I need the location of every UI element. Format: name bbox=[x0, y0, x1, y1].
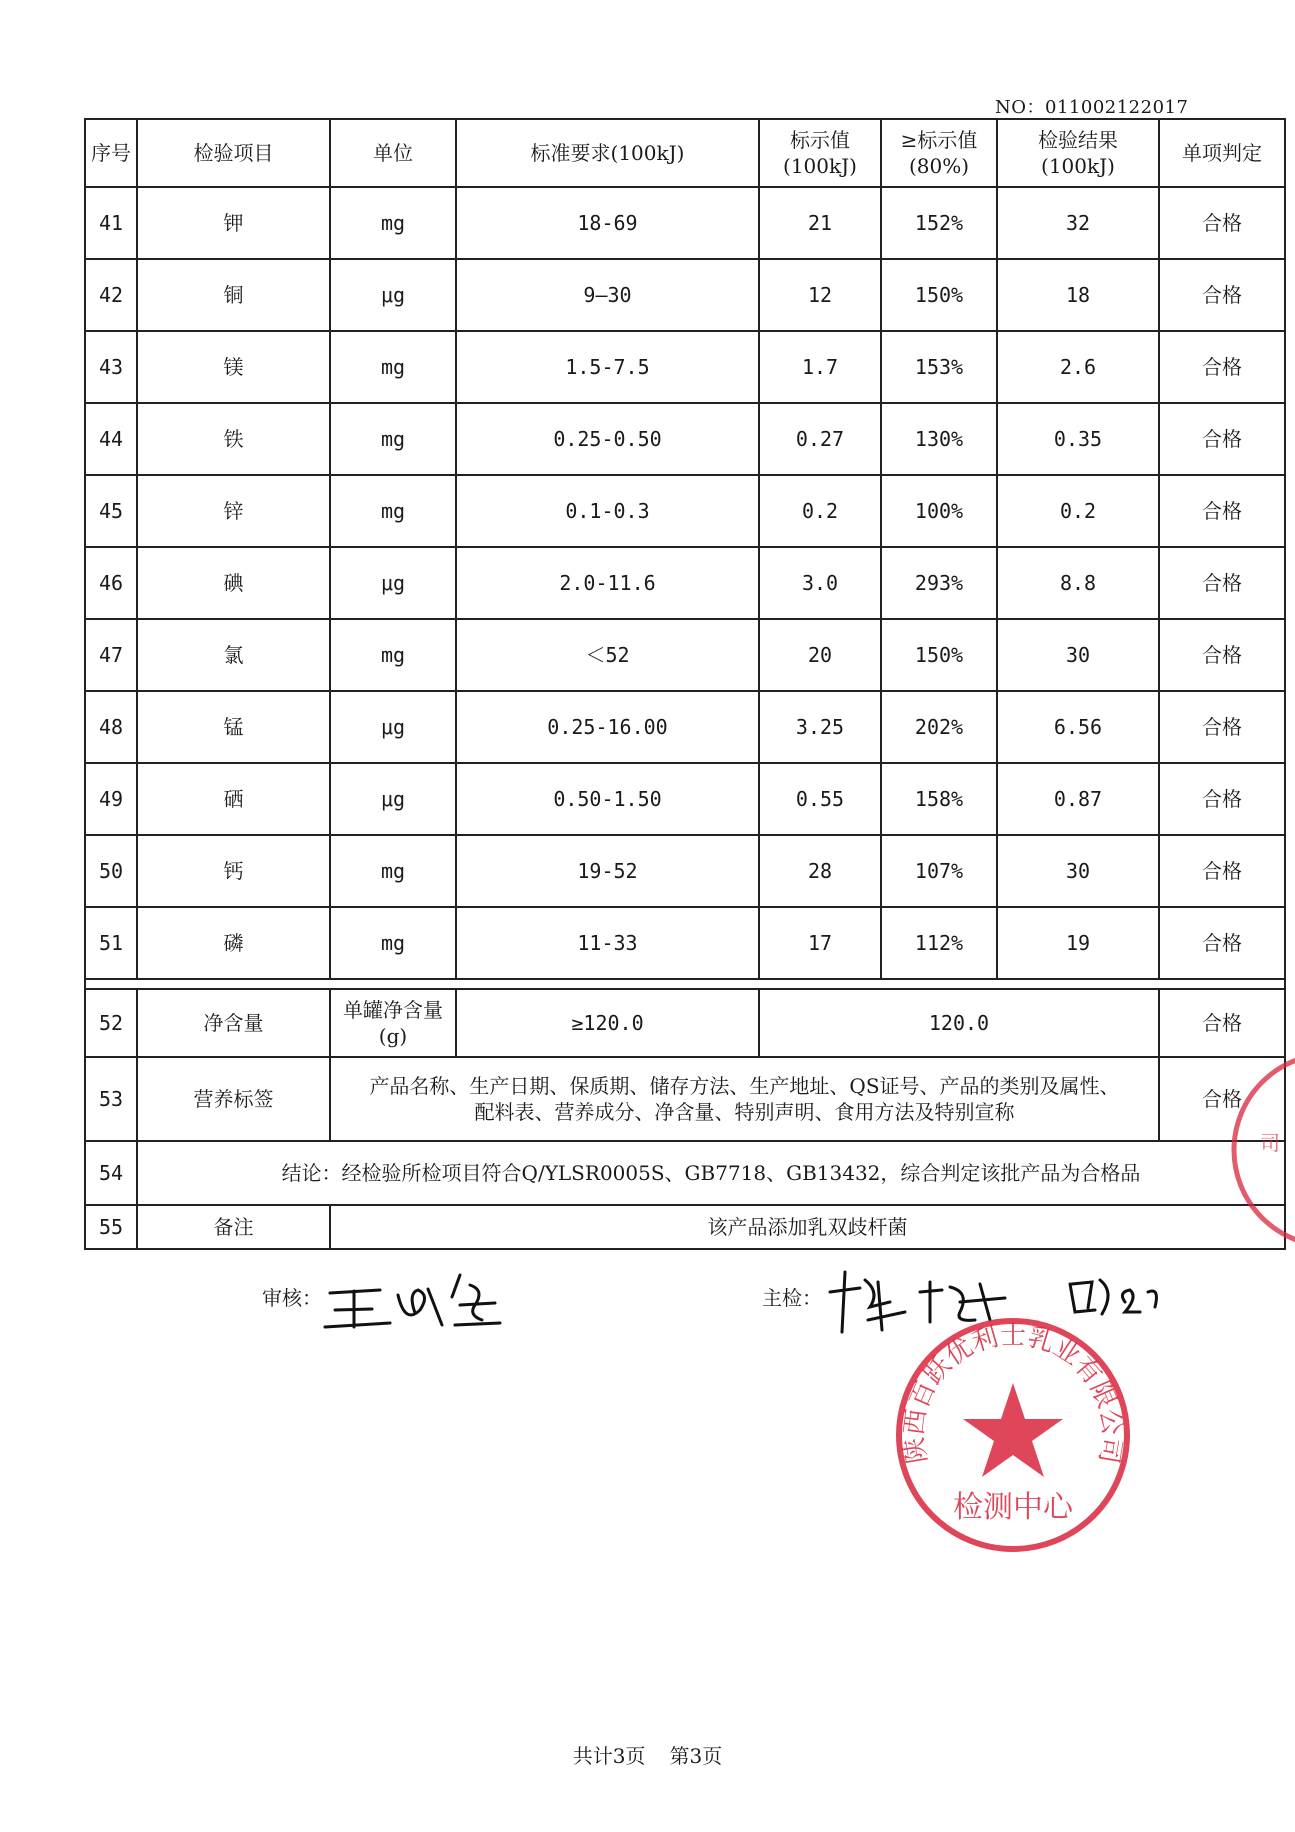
cell-verdict: 合格 bbox=[1159, 691, 1285, 763]
cell-seq: 55 bbox=[85, 1205, 137, 1249]
cell-item: 磷 bbox=[137, 907, 330, 979]
cell-labeled: 1.7 bbox=[759, 331, 881, 403]
header-labeled-line1: 标示值 bbox=[790, 128, 850, 152]
cell-standard: 0.25-0.50 bbox=[456, 403, 759, 475]
cell-standard: 0.50-1.50 bbox=[456, 763, 759, 835]
header-ge-labeled bbox=[881, 119, 997, 187]
cell-standard: 19-52 bbox=[456, 835, 759, 907]
cell-seq: 44 bbox=[85, 403, 137, 475]
table-row bbox=[85, 907, 1285, 979]
cell-unit bbox=[330, 989, 456, 1057]
cell-standard: 9—30 bbox=[456, 259, 759, 331]
header-ge-labeled-line2: (80%) bbox=[908, 154, 970, 178]
label-requirements-line1: 产品名称、生产日期、保质期、储存方法、生产地址、QS证号、产品的类别及属性、 bbox=[369, 1074, 1120, 1098]
cell-item: 净含量 bbox=[137, 989, 330, 1057]
cell-unit: μg bbox=[330, 547, 456, 619]
footer-total-pages: 共计3页 bbox=[572, 1744, 646, 1768]
cell-labeled: 0.27 bbox=[759, 403, 881, 475]
cell-result: 0.87 bbox=[997, 763, 1159, 835]
cell-conclusion: 结论：经检验所检项目符合Q/YLSR0005S、GB7718、GB13432，综合判定该批产品为合格品 bbox=[137, 1141, 1285, 1205]
table-row bbox=[85, 619, 1285, 691]
cell-labeled: 3.0 bbox=[759, 547, 881, 619]
table-row bbox=[85, 547, 1285, 619]
cell-remarks: 该产品添加乳双歧杆菌 bbox=[330, 1205, 1285, 1249]
cell-item: 铁 bbox=[137, 403, 330, 475]
cell-item: 钾 bbox=[137, 187, 330, 259]
cell-unit: mg bbox=[330, 187, 456, 259]
cell-labeled: 20 bbox=[759, 619, 881, 691]
cell-standard: ≥120.0 bbox=[456, 989, 759, 1057]
table-row-conclusion bbox=[85, 1141, 1285, 1205]
table-row-net-content bbox=[85, 989, 1285, 1057]
table-row bbox=[85, 187, 1285, 259]
table-gap-cell bbox=[85, 979, 1285, 989]
cell-pct: 130% bbox=[881, 403, 997, 475]
inspection-table bbox=[84, 118, 1286, 1250]
cell-seq: 54 bbox=[85, 1141, 137, 1205]
header-result-line2: (100kJ) bbox=[1041, 154, 1115, 178]
cell-verdict: 合格 bbox=[1159, 475, 1285, 547]
report-number bbox=[995, 93, 1188, 119]
cell-label-requirements bbox=[330, 1057, 1159, 1141]
reviewer-label: 审核： bbox=[262, 1286, 322, 1310]
table-row-remarks bbox=[85, 1205, 1285, 1249]
header-unit: 单位 bbox=[330, 119, 456, 187]
cell-result: 18 bbox=[997, 259, 1159, 331]
inspector-label: 主检： bbox=[762, 1286, 822, 1310]
table-row bbox=[85, 475, 1285, 547]
svg-text:司: 司 bbox=[1260, 1131, 1280, 1155]
table-row-nutrition-label bbox=[85, 1057, 1285, 1141]
cell-verdict: 合格 bbox=[1159, 763, 1285, 835]
table-gap-row bbox=[85, 979, 1285, 989]
table-row bbox=[85, 259, 1285, 331]
cell-item: 钙 bbox=[137, 835, 330, 907]
cell-verdict: 合格 bbox=[1159, 259, 1285, 331]
cell-seq: 42 bbox=[85, 259, 137, 331]
partial-stamp-right bbox=[1200, 1050, 1295, 1250]
cell-unit: mg bbox=[330, 619, 456, 691]
cell-verdict: 合格 bbox=[1159, 989, 1285, 1057]
header-item: 检验项目 bbox=[137, 119, 330, 187]
cell-labeled: 28 bbox=[759, 835, 881, 907]
cell-pct: 202% bbox=[881, 691, 997, 763]
cell-standard: 0.25-16.00 bbox=[456, 691, 759, 763]
cell-seq: 45 bbox=[85, 475, 137, 547]
cell-seq: 52 bbox=[85, 989, 137, 1057]
report-number-value: 011002122017 bbox=[1045, 97, 1189, 118]
cell-verdict: 合格 bbox=[1159, 907, 1285, 979]
cell-standard: 18-69 bbox=[456, 187, 759, 259]
cell-seq: 49 bbox=[85, 763, 137, 835]
cell-standard: 2.0-11.6 bbox=[456, 547, 759, 619]
header-labeled-line2: (100kJ) bbox=[783, 154, 857, 178]
cell-unit: mg bbox=[330, 835, 456, 907]
cell-item: 氯 bbox=[137, 619, 330, 691]
cell-item: 备注 bbox=[137, 1205, 330, 1249]
footer-current-page: 第3页 bbox=[669, 1744, 723, 1768]
cell-labeled: 12 bbox=[759, 259, 881, 331]
cell-item: 硒 bbox=[137, 763, 330, 835]
cell-pct: 158% bbox=[881, 763, 997, 835]
cell-unit: mg bbox=[330, 403, 456, 475]
cell-result: 32 bbox=[997, 187, 1159, 259]
cell-pct: 107% bbox=[881, 835, 997, 907]
cell-result: 19 bbox=[997, 907, 1159, 979]
header-standard: 标准要求(100kJ) bbox=[456, 119, 759, 187]
cell-item: 镁 bbox=[137, 331, 330, 403]
cell-verdict: 合格 bbox=[1159, 187, 1285, 259]
cell-result: 30 bbox=[997, 619, 1159, 691]
company-stamp bbox=[893, 1315, 1133, 1555]
header-verdict: 单项判定 bbox=[1159, 119, 1285, 187]
cell-standard: 11-33 bbox=[456, 907, 759, 979]
cell-verdict: 合格 bbox=[1159, 547, 1285, 619]
report-number-label: NO： bbox=[995, 97, 1046, 118]
cell-item: 营养标签 bbox=[137, 1057, 330, 1141]
header-seq: 序号 bbox=[85, 119, 137, 187]
cell-result: 0.2 bbox=[997, 475, 1159, 547]
reviewer-signature bbox=[310, 1265, 510, 1340]
cell-verdict: 合格 bbox=[1159, 403, 1285, 475]
cell-result: 30 bbox=[997, 835, 1159, 907]
header-result-line1: 检验结果 bbox=[1038, 128, 1118, 152]
table-row bbox=[85, 691, 1285, 763]
header-result bbox=[997, 119, 1159, 187]
cell-seq: 48 bbox=[85, 691, 137, 763]
cell-unit: mg bbox=[330, 475, 456, 547]
cell-pct: 152% bbox=[881, 187, 997, 259]
stamp-top-text: 陕西百跃优利士乳业有限公司 bbox=[899, 1321, 1127, 1466]
header-ge-labeled-line1: ≥标示值 bbox=[900, 128, 978, 152]
cell-result: 8.8 bbox=[997, 547, 1159, 619]
cell-standard: 1.5-7.5 bbox=[456, 331, 759, 403]
cell-item: 锰 bbox=[137, 691, 330, 763]
cell-unit: μg bbox=[330, 763, 456, 835]
cell-pct: 153% bbox=[881, 331, 997, 403]
cell-standard: ＜52 bbox=[456, 619, 759, 691]
cell-result: 6.56 bbox=[997, 691, 1159, 763]
cell-seq: 47 bbox=[85, 619, 137, 691]
cell-result: 0.35 bbox=[997, 403, 1159, 475]
cell-unit: mg bbox=[330, 907, 456, 979]
table-row bbox=[85, 835, 1285, 907]
cell-standard: 0.1-0.3 bbox=[456, 475, 759, 547]
cell-item: 铜 bbox=[137, 259, 330, 331]
cell-unit: μg bbox=[330, 259, 456, 331]
cell-verdict: 合格 bbox=[1159, 1057, 1285, 1141]
table-row bbox=[85, 763, 1285, 835]
cell-result: 2.6 bbox=[997, 331, 1159, 403]
cell-unit-line2: (g) bbox=[378, 1024, 408, 1048]
cell-pct: 112% bbox=[881, 907, 997, 979]
cell-verdict: 合格 bbox=[1159, 835, 1285, 907]
table-header-row bbox=[85, 119, 1285, 187]
cell-result: 120.0 bbox=[759, 989, 1159, 1057]
cell-item: 锌 bbox=[137, 475, 330, 547]
cell-seq: 46 bbox=[85, 547, 137, 619]
stamp-bottom-text: 检测中心 bbox=[953, 1490, 1073, 1525]
cell-seq: 50 bbox=[85, 835, 137, 907]
cell-seq: 51 bbox=[85, 907, 137, 979]
cell-labeled: 17 bbox=[759, 907, 881, 979]
table-row bbox=[85, 331, 1285, 403]
header-labeled bbox=[759, 119, 881, 187]
cell-pct: 150% bbox=[881, 259, 997, 331]
cell-seq: 43 bbox=[85, 331, 137, 403]
cell-unit: μg bbox=[330, 691, 456, 763]
cell-pct: 100% bbox=[881, 475, 997, 547]
cell-unit: mg bbox=[330, 331, 456, 403]
cell-pct: 293% bbox=[881, 547, 997, 619]
cell-labeled: 21 bbox=[759, 187, 881, 259]
cell-labeled: 3.25 bbox=[759, 691, 881, 763]
cell-verdict: 合格 bbox=[1159, 619, 1285, 691]
cell-seq: 53 bbox=[85, 1057, 137, 1141]
cell-labeled: 0.55 bbox=[759, 763, 881, 835]
cell-labeled: 0.2 bbox=[759, 475, 881, 547]
cell-pct: 150% bbox=[881, 619, 997, 691]
cell-seq: 41 bbox=[85, 187, 137, 259]
cell-verdict: 合格 bbox=[1159, 331, 1285, 403]
label-requirements-line2: 配料表、营养成分、净含量、特别声明、食用方法及特别宣称 bbox=[474, 1100, 1015, 1124]
table-row bbox=[85, 403, 1285, 475]
page-footer bbox=[0, 1740, 1295, 1769]
cell-item: 碘 bbox=[137, 547, 330, 619]
cell-unit-line1: 单罐净含量 bbox=[343, 998, 443, 1022]
